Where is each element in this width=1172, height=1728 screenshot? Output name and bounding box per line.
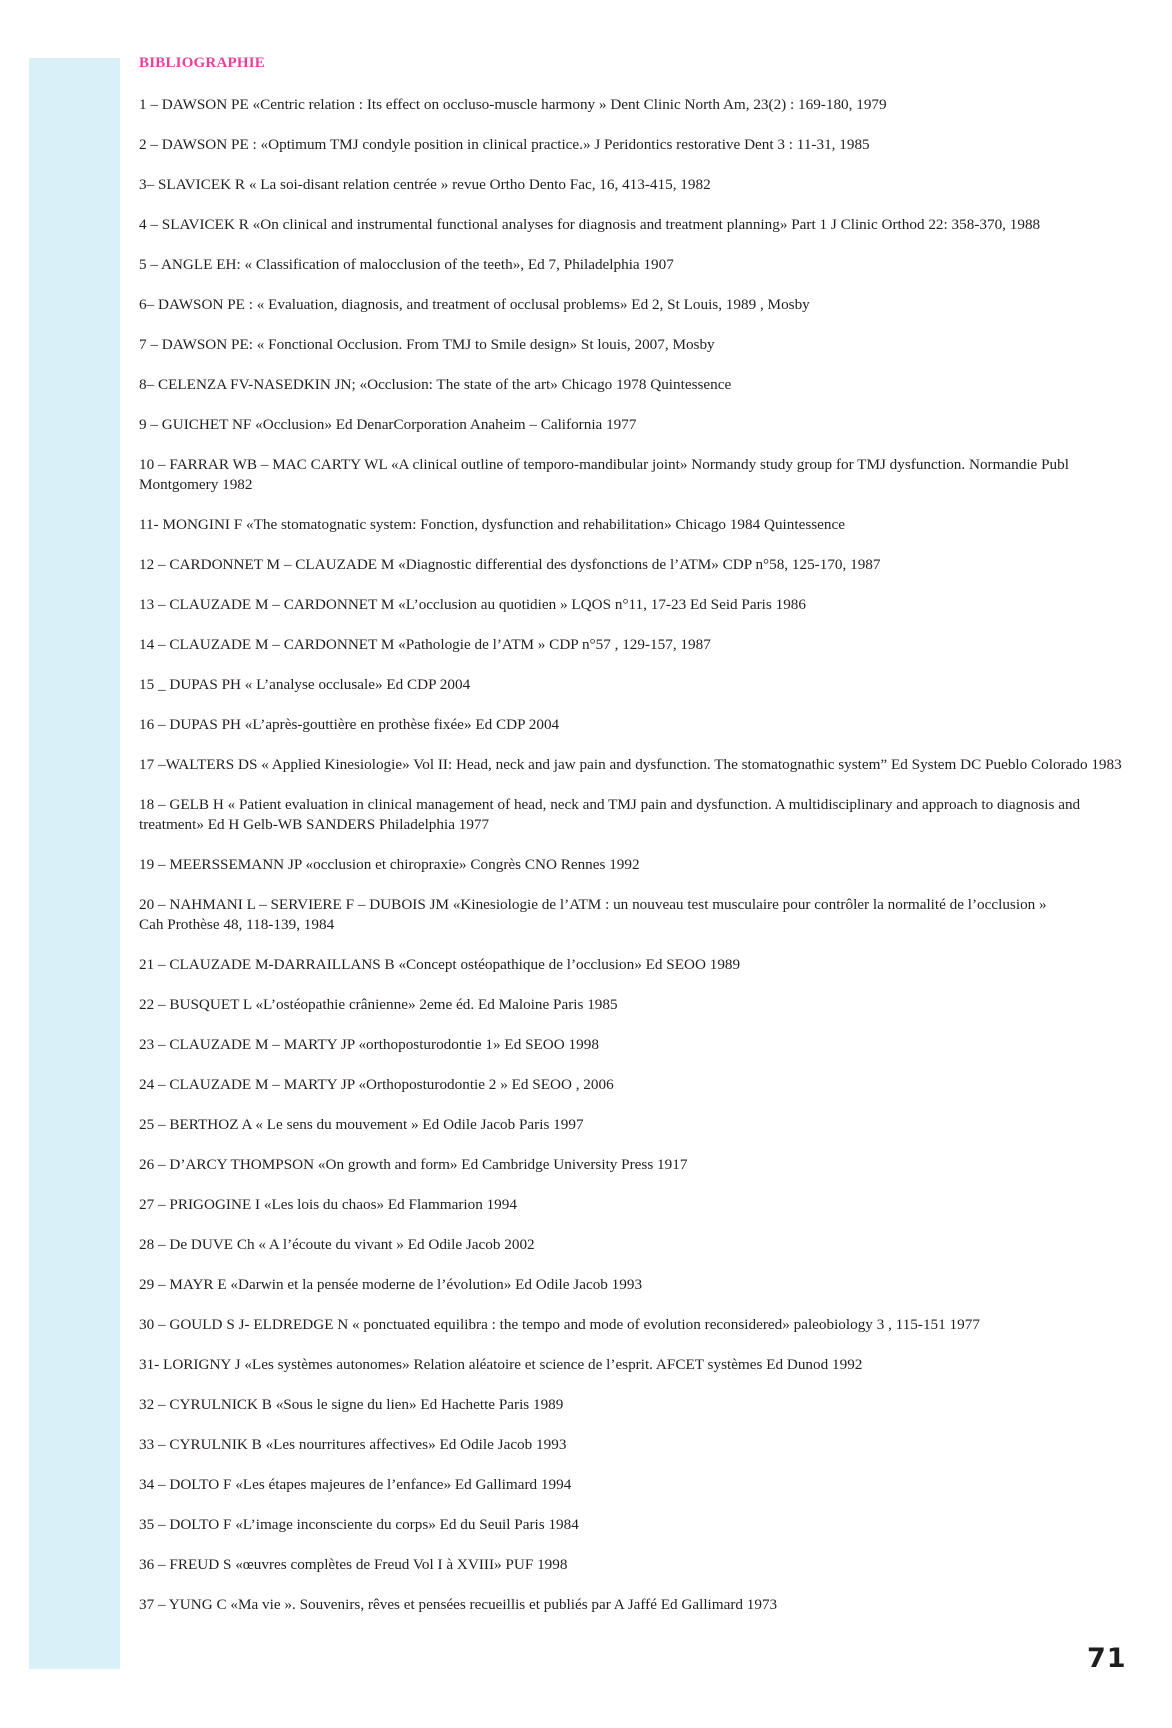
reference-item: 28 – De DUVE Ch « A l’écoute du vivant » Ed Odile Jacob 2002	[139, 1236, 535, 1253]
reference-item: 9 – GUICHET NF «Occlusion» Ed DenarCorporation Anaheim – California 1977	[139, 416, 637, 433]
reference-item: 3– SLAVICEK R « La soi-disant relation centrée » revue Ortho Dento Fac, 16, 413-415, 1982	[139, 176, 711, 193]
reference-item: 4 – SLAVICEK R «On clinical and instrumental functional analyses for diagnosis and treatment planning» Part 1 J Clinic Orthod 22: 358-370, 1988	[139, 216, 1041, 233]
reference-item: 12 – CARDONNET M – CLAUZADE M «Diagnostic differential des dysfonctions de l’ATM» CDP n°58, 125-170, 1987	[139, 556, 881, 573]
reference-item: 11- MONGINI F «The stomatognatic system: Fonction, dysfunction and rehabilitation» Chicago 1984 Quintessence	[139, 516, 845, 533]
section-title: BIBLIOGRAPHIE	[139, 55, 265, 71]
reference-item: 30 – GOULD S J- ELDREDGE N « ponctuated equilibra : the tempo and mode of evolution reconsidered» paleobiology 3 , 115-151 1977	[139, 1316, 980, 1333]
reference-item: 18 – GELB H « Patient evaluation in clinical management of head, neck and TMJ pain and dysfunction. A multidisciplinary and approach to diagnosis and treatment» Ed H Gelb-WB SANDERS Philadelphia 1977	[139, 796, 1081, 833]
reference-item: 19 – MEERSSEMANN JP «occlusion et chiropraxie» Congrès CNO Rennes 1992	[139, 856, 640, 873]
reference-item: 31- LORIGNY J «Les systèmes autonomes» Relation aléatoire et science de l’esprit. AFCET systèmes Ed Dunod 1992	[139, 1356, 863, 1373]
reference-item: 26 – D’ARCY THOMPSON «On growth and form» Ed Cambridge University Press 1917	[139, 1156, 688, 1173]
reference-item: 24 – CLAUZADE M – MARTY JP «Orthoposturodontie 2 » Ed SEOO , 2006	[139, 1076, 614, 1093]
reference-item: 20 – NAHMANI L – SERVIERE F – DUBOIS JM «Kinesiologie de l’ATM : un nouveau test musculaire pour contrôler la normalité de l’occlusion » Cah Prothèse 48, 118-139, 1984	[139, 896, 1047, 933]
reference-item: 25 – BERTHOZ A « Le sens du mouvement » Ed Odile Jacob Paris 1997	[139, 1116, 584, 1133]
reference-item: 34 – DOLTO F «Les étapes majeures de l’enfance» Ed Gallimard 1994	[139, 1476, 572, 1493]
reference-item: 1 – DAWSON PE «Centric relation : Its effect on occluso-muscle harmony » Dent Clinic North Am, 23(2) : 169-180, 1979	[139, 96, 887, 113]
reference-item: 23 – CLAUZADE M – MARTY JP «orthoposturodontie 1» Ed SEOO 1998	[139, 1036, 599, 1053]
reference-item: 33 – CYRULNIK B «Les nourritures affectives» Ed Odile Jacob 1993	[139, 1436, 567, 1453]
reference-item: 8– CELENZA FV-NASEDKIN JN; «Occlusion: The state of the art» Chicago 1978 Quintessence	[139, 376, 732, 393]
reference-item: 32 – CYRULNICK B «Sous le signe du lien» Ed Hachette Paris 1989	[139, 1396, 564, 1413]
page-number: 71	[1087, 1643, 1127, 1674]
reference-item: 27 – PRIGOGINE I «Les lois du chaos» Ed Flammarion 1994	[139, 1196, 517, 1213]
reference-list	[139, 95, 1124, 1635]
reference-item: 37 – YUNG C «Ma vie ». Souvenirs, rêves et pensées recueillis et publiés par A Jaffé Ed Gallimard 1973	[139, 1596, 778, 1613]
reference-item: 14 – CLAUZADE M – CARDONNET M «Pathologie de l’ATM » CDP n°57 , 129-157, 1987	[139, 636, 711, 653]
reference-item: 10 – FARRAR WB – MAC CARTY WL «A clinical outline of temporo-mandibular joint» Normandy study group for TMJ dysfunction. Normandie Publ Montgomery 1982	[139, 456, 1069, 493]
side-color-band	[29, 58, 120, 1669]
reference-item: 35 – DOLTO F «L’image inconsciente du corps» Ed du Seuil Paris 1984	[139, 1516, 579, 1533]
reference-item: 36 – FREUD S «œuvres complètes de Freud Vol I à XVIII» PUF 1998	[139, 1556, 568, 1573]
reference-item: 15 _ DUPAS PH « L’analyse occlusale» Ed CDP 2004	[139, 676, 471, 693]
reference-item: 2 – DAWSON PE : «Optimum TMJ condyle position in clinical practice.» J Peridontics restorative Dent 3 : 11-31, 1985	[139, 136, 870, 153]
reference-item: 7 – DAWSON PE: « Fonctional Occlusion. From TMJ to Smile design» St louis, 2007, Mosby	[139, 336, 715, 353]
reference-item: 13 – CLAUZADE M – CARDONNET M «L’occlusion au quotidien » LQOS n°11, 17-23 Ed Seid Paris 1986	[139, 596, 806, 613]
reference-item: 17 –WALTERS DS « Applied Kinesiologie» Vol II: Head, neck and jaw pain and dysfunction. The stomatognathic system” Ed System DC Pueblo Colorado 1983	[139, 756, 1122, 773]
reference-item: 16 – DUPAS PH «L’après-gouttière en prothèse fixée» Ed CDP 2004	[139, 716, 560, 733]
reference-item: 22 – BUSQUET L «L’ostéopathie crânienne» 2eme éd. Ed Maloine Paris 1985	[139, 996, 618, 1013]
reference-item: 6– DAWSON PE : « Evaluation, diagnosis, and treatment of occlusal problems» Ed 2, St Louis, 1989 , Mosby	[139, 296, 810, 313]
reference-item: 21 – CLAUZADE M-DARRAILLANS B «Concept ostéopathique de l’occlusion» Ed SEOO 1989	[139, 956, 741, 973]
reference-item: 5 – ANGLE EH: « Classification of malocclusion of the teeth», Ed 7, Philadelphia 1907	[139, 256, 674, 273]
reference-item: 29 – MAYR E «Darwin et la pensée moderne de l’évolution» Ed Odile Jacob 1993	[139, 1276, 643, 1293]
